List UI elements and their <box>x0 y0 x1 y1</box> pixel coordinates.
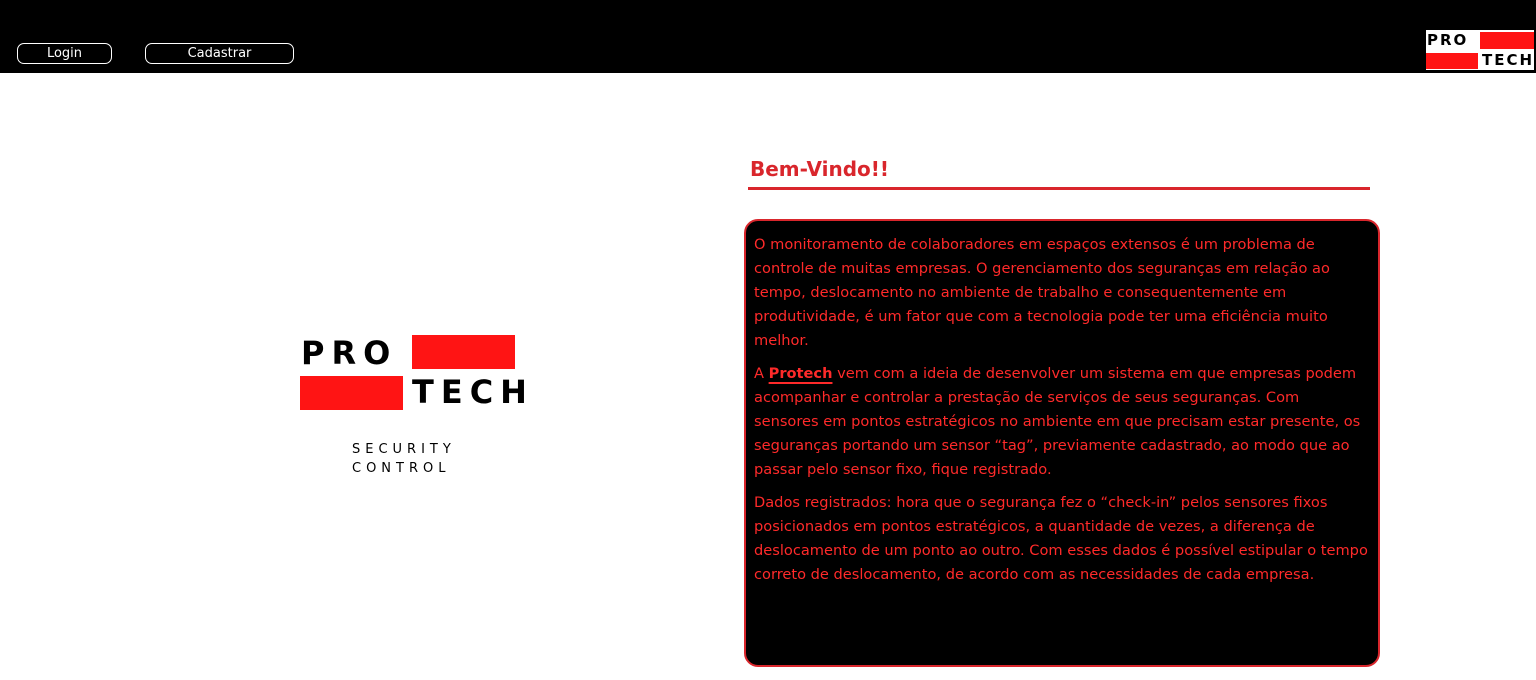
about-p2-prefix: A <box>754 365 769 382</box>
brand-name-link[interactable]: Protech <box>768 365 833 382</box>
about-panel <box>744 219 1380 667</box>
welcome-heading: Bem-Vindo!! <box>750 157 890 181</box>
about-paragraph-2 <box>754 362 1368 482</box>
about-paragraph-3: Dados registrados: hora que o segurança fez o “check-in” pelos sensores fixos posicionados em pontos estratégicos, a quantidade de vezes, a diferença de deslocamento de um ponto ao outro. Com esses dados é possível estipular o tempo correto de deslocamento, de acordo com as necessidades de cada empresa. <box>754 494 1368 583</box>
about-paragraph-1: O monitoramento de colaboradores em espaços extensos é um problema de controle de muitas empresas. O gerenciamento dos seguranças em relação ao tempo, deslocamento no ambiente de trabalho e consequentemente em produtividade, é um fator que com a tecnologia pode ter uma eficiência muito melhor. <box>754 236 1330 349</box>
tagline-line-1: SECURITY <box>352 442 456 457</box>
top-navigation-bar <box>0 0 1536 73</box>
login-button[interactable]: Login <box>17 43 112 64</box>
logo-word-pro: PRO <box>301 334 398 372</box>
tagline-line-2: CONTROL <box>352 461 451 476</box>
header-logo-tech: TECH <box>1482 51 1535 69</box>
logo-word-tech: TECH <box>412 373 534 411</box>
header-logo-bar-bottom <box>1426 53 1478 69</box>
header-logo[interactable] <box>1426 30 1534 70</box>
logo-tagline <box>352 440 492 478</box>
register-button[interactable]: Cadastrar <box>145 43 294 64</box>
logo-bar-top <box>412 335 515 369</box>
about-p2-text: vem com a ideia de desenvolver um sistema em que empresas podem acompanhar e controlar a prestação de serviços de seus seguranças. Com sensores em pontos estratégicos no ambiente em que precisam estar presente, os seguranças portando um sensor “tag”, previamente cadastrado, ao modo que ao passar pelo sensor fixo, fique registrado. <box>754 365 1361 478</box>
logo-bar-bottom <box>300 376 403 410</box>
welcome-divider <box>748 187 1370 190</box>
header-logo-pro: PRO <box>1427 31 1469 49</box>
protech-logo <box>300 334 534 411</box>
header-logo-bar-top <box>1480 32 1534 49</box>
